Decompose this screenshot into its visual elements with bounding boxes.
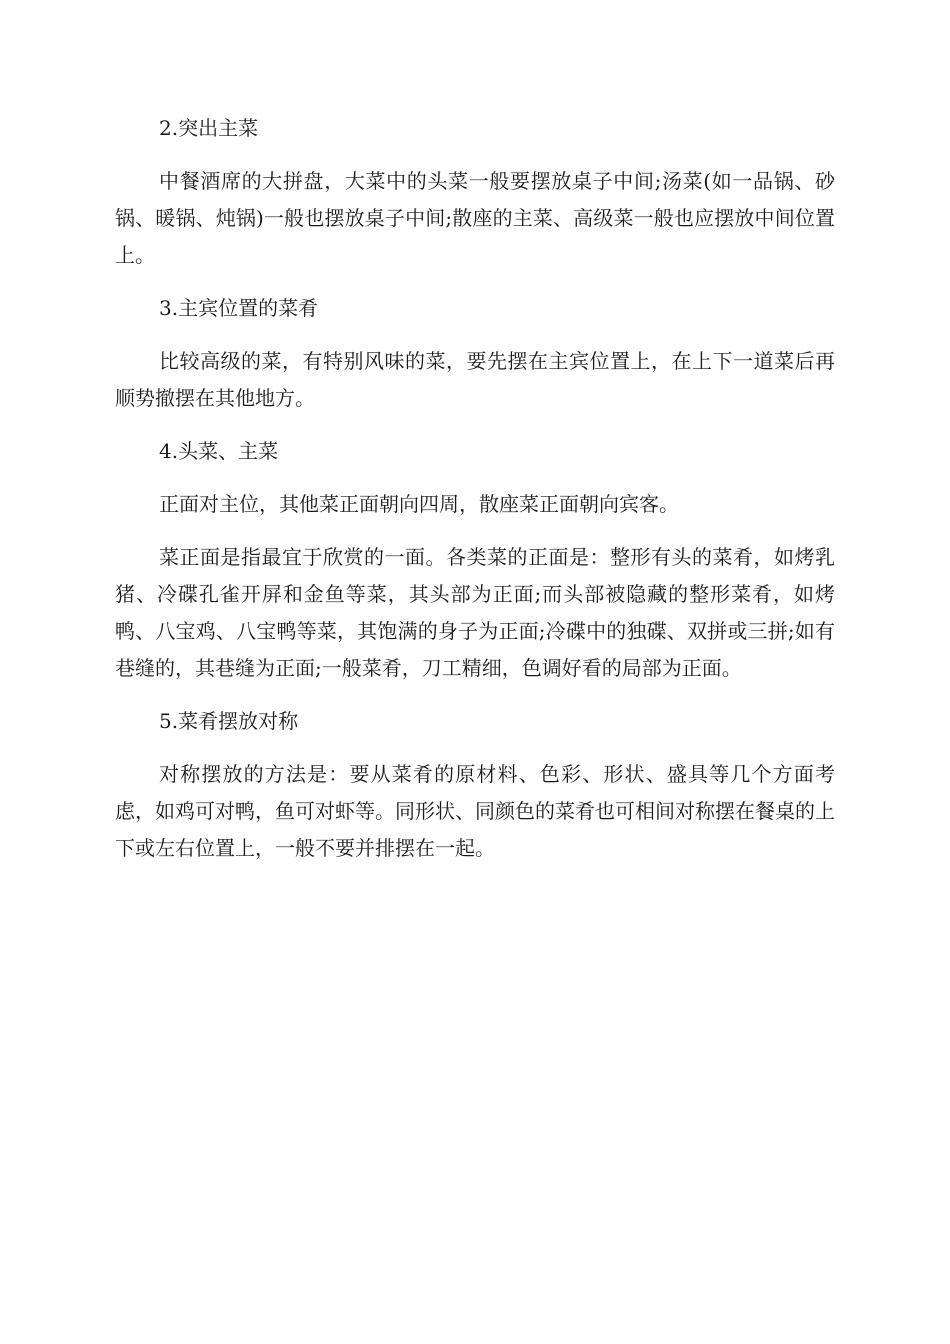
section-heading-5: 5.菜肴摆放对称 bbox=[159, 709, 299, 733]
paragraph-4-1: 正面对主位，其他菜正面朝向四周，散座菜正面朝向宾客。 bbox=[159, 492, 679, 516]
section-heading-4: 4.头菜、主菜 bbox=[159, 439, 279, 463]
paragraph-5-1: 对称摆放的方法是：要从菜肴的原材料、色彩、形状、盛具等几个方面考虑，如鸡可对鸭，鱼可对虾等。同形状、同颜色的菜肴也可相间对称摆在餐桌的上下或左右位置上，一般不要并排摆在一起。 bbox=[115, 762, 835, 860]
document-body bbox=[115, 110, 835, 883]
paragraph-2-1: 中餐酒席的大拼盘，大菜中的头菜一般要摆放桌子中间;汤菜(如一品锅、砂锅、暖锅、炖锅)一般也摆放桌子中间;散座的主菜、高级菜一般也应摆放中间位置上。 bbox=[115, 169, 835, 267]
section-heading-3: 3.主宾位置的菜肴 bbox=[159, 296, 319, 320]
section-heading-2: 2.突出主菜 bbox=[159, 116, 259, 140]
paragraph-4-2: 菜正面是指最宜于欣赏的一面。各类菜的正面是：整形有头的菜肴，如烤乳猪、冷碟孔雀开屏和金鱼等菜，其头部为正面;而头部被隐藏的整形菜肴，如烤鸭、八宝鸡、八宝鸭等菜，其饱满的身子为正面;冷碟中的独碟、双拼或三拼;如有巷缝的，其巷缝为正面;一般菜肴，刀工精细，色调好看的局部为正面。 bbox=[115, 545, 835, 680]
paragraph-3-1: 比较高级的菜，有特别风味的菜，要先摆在主宾位置上，在上下一道菜后再顺势撤摆在其他地方。 bbox=[115, 349, 835, 410]
